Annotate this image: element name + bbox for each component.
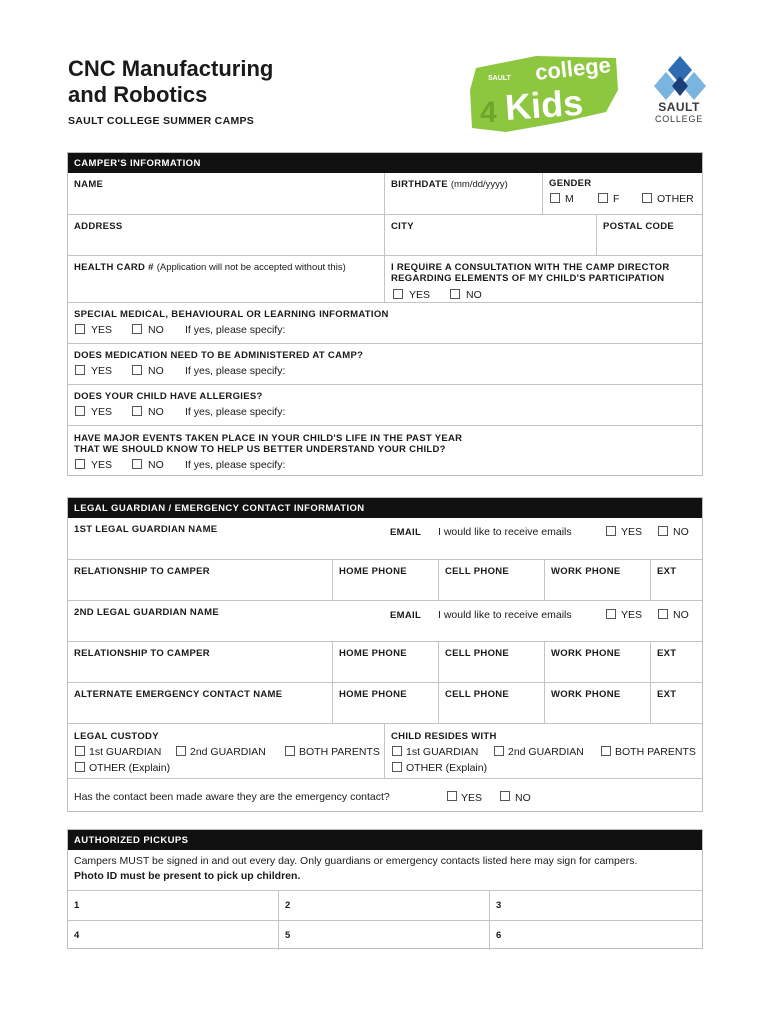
authorized-pickups-section	[67, 829, 703, 949]
pickup-slot-6[interactable]: 6	[489, 921, 704, 950]
first-ext-field[interactable]: EXT	[650, 560, 704, 600]
second-guardian-phone-row	[68, 641, 702, 682]
address-row	[68, 214, 702, 255]
campers-information-section	[67, 152, 703, 476]
pickup-slot-5[interactable]: 5	[278, 921, 489, 950]
svg-text:4: 4	[480, 96, 497, 129]
svg-text:SAULT: SAULT	[488, 75, 511, 82]
custody-other-checkbox[interactable]	[75, 762, 85, 772]
contact-aware-yes-checkbox[interactable]	[447, 791, 457, 801]
pickup-slot-4[interactable]: 4	[74, 930, 80, 941]
special-medical-row: SPECIAL MEDICAL, BEHAVIOURAL OR LEARNING INFORMATION YES NO If yes, please specify:	[68, 302, 702, 343]
first-guardian-email-field[interactable]: EMAIL I would like to receive emails YES NO	[390, 526, 689, 538]
resides-second-guardian-checkbox[interactable]	[494, 746, 504, 756]
gender-field: GENDER M F OTHER	[542, 173, 704, 214]
consultation-yes-checkbox[interactable]	[393, 289, 403, 299]
contact-aware-row: Has the contact been made aware they are the emergency contact? YES NO	[68, 778, 702, 812]
title-line-2: and Robotics	[68, 82, 208, 107]
second-guardian-row	[68, 600, 702, 641]
guardian-section	[67, 497, 703, 812]
special-yes-checkbox[interactable]	[75, 324, 85, 334]
first-work-phone-field[interactable]: WORK PHONE	[544, 560, 650, 600]
second-ext-field[interactable]: EXT	[650, 642, 704, 682]
resides-other-checkbox[interactable]	[392, 762, 402, 772]
pickup-slot-1[interactable]: 1	[74, 900, 80, 911]
second-relationship-field[interactable]: RELATIONSHIP TO CAMPER	[74, 648, 210, 659]
alternate-cell-phone-field[interactable]: CELL PHONE	[438, 683, 544, 723]
page-title	[68, 56, 273, 108]
custody-first-guardian-checkbox[interactable]	[75, 746, 85, 756]
city-field[interactable]: CITY	[384, 215, 596, 255]
allergies-no-checkbox[interactable]	[132, 406, 142, 416]
custody-second-guardian-checkbox[interactable]	[176, 746, 186, 756]
health-card-field[interactable]: HEALTH CARD # (Application will not be accepted without this)	[74, 262, 346, 273]
second-work-phone-field[interactable]: WORK PHONE	[544, 642, 650, 682]
pickup-row-1	[68, 890, 702, 920]
health-card-row	[68, 255, 702, 302]
second-guardian-email-field[interactable]: EMAIL I would like to receive emails YES NO	[390, 609, 689, 621]
pickup-note-row: Campers MUST be signed in and out every day. Only guardians or emergency contacts listed here may sign for campers. Photo ID must be present to pick up children.	[74, 855, 638, 882]
svg-text:college: college	[533, 52, 612, 85]
contact-aware-no-checkbox[interactable]	[500, 791, 510, 801]
medication-no-checkbox[interactable]	[132, 365, 142, 375]
second-home-phone-field[interactable]: HOME PHONE	[332, 642, 438, 682]
first-cell-phone-field[interactable]: CELL PHONE	[438, 560, 544, 600]
medication-yes-checkbox[interactable]	[75, 365, 85, 375]
gender-other-checkbox[interactable]	[642, 193, 652, 203]
pickup-slot-2[interactable]: 2	[278, 891, 489, 920]
svg-text:Kids: Kids	[503, 81, 585, 128]
section-heading: CAMPER'S INFORMATION	[68, 153, 702, 173]
college-4-kids-logo	[466, 50, 622, 134]
allergies-specify-field[interactable]: If yes, please specify:	[185, 406, 286, 418]
pickup-slot-3[interactable]: 3	[489, 891, 704, 920]
postal-code-field[interactable]: POSTAL CODE	[596, 215, 704, 255]
second-guardian-name-field[interactable]: 2ND LEGAL GUARDIAN NAME	[74, 607, 220, 618]
first-guardian-emails-yes-checkbox[interactable]	[606, 526, 616, 536]
events-specify-field[interactable]: If yes, please specify:	[185, 459, 286, 471]
special-specify-field[interactable]: If yes, please specify:	[185, 324, 286, 336]
medication-specify-field[interactable]: If yes, please specify:	[185, 365, 286, 377]
name-field[interactable]: NAME	[74, 179, 104, 190]
child-resides-field: CHILD RESIDES WITH 1st GUARDIAN 2nd GUARDIAN BOTH PARENTS OTHER (Explain)	[384, 724, 704, 778]
first-guardian-emails-no-checkbox[interactable]	[658, 526, 668, 536]
section-heading: LEGAL GUARDIAN / EMERGENCY CONTACT INFORMATION	[68, 498, 702, 518]
gender-f-checkbox[interactable]	[598, 193, 608, 203]
custody-both-parents-checkbox[interactable]	[285, 746, 295, 756]
alternate-ext-field[interactable]: EXT	[650, 683, 704, 723]
page-subtitle: SAULT COLLEGE SUMMER CAMPS	[68, 115, 255, 127]
legal-custody-field: LEGAL CUSTODY 1st GUARDIAN 2nd GUARDIAN BOTH PARENTS OTHER (Explain)	[74, 731, 380, 774]
second-guardian-emails-no-checkbox[interactable]	[658, 609, 668, 619]
second-cell-phone-field[interactable]: CELL PHONE	[438, 642, 544, 682]
first-relationship-field[interactable]: RELATIONSHIP TO CAMPER	[74, 566, 210, 577]
pickup-row-2	[68, 920, 702, 950]
events-yes-checkbox[interactable]	[75, 459, 85, 469]
alternate-contact-name-field[interactable]: ALTERNATE EMERGENCY CONTACT NAME	[74, 689, 283, 700]
section-heading: AUTHORIZED PICKUPS	[68, 830, 702, 850]
events-no-checkbox[interactable]	[132, 459, 142, 469]
address-field[interactable]: ADDRESS	[74, 221, 123, 232]
alternate-home-phone-field[interactable]: HOME PHONE	[332, 683, 438, 723]
custody-row	[68, 723, 702, 778]
alternate-work-phone-field[interactable]: WORK PHONE	[544, 683, 650, 723]
sault-college-wordmark: SAULT COLLEGE	[654, 100, 704, 124]
name-row	[68, 173, 702, 214]
consultation-field: I REQUIRE A CONSULTATION WITH THE CAMP DIRECTOR REGARDING ELEMENTS OF MY CHILD'S PARTICIPATION YES NO	[384, 256, 704, 302]
resides-first-guardian-checkbox[interactable]	[392, 746, 402, 756]
title-line-1: CNC Manufacturing	[68, 56, 274, 81]
allergies-yes-checkbox[interactable]	[75, 406, 85, 416]
major-events-row: HAVE MAJOR EVENTS TAKEN PLACE IN YOUR CHILD'S LIFE IN THE PAST YEAR THAT WE SHOULD KNOW TO HELP US BETTER UNDERSTAND YOUR CHILD? YES NO If yes, please specify:	[68, 425, 702, 475]
resides-both-parents-checkbox[interactable]	[601, 746, 611, 756]
alternate-contact-row	[68, 682, 702, 723]
first-guardian-name-field[interactable]: 1ST LEGAL GUARDIAN NAME	[74, 524, 218, 535]
allergies-row: DOES YOUR CHILD HAVE ALLERGIES? YES NO If yes, please specify:	[68, 384, 702, 425]
first-home-phone-field[interactable]: HOME PHONE	[332, 560, 438, 600]
medication-row: DOES MEDICATION NEED TO BE ADMINISTERED AT CAMP? YES NO If yes, please specify:	[68, 343, 702, 384]
first-guardian-phone-row	[68, 559, 702, 600]
special-no-checkbox[interactable]	[132, 324, 142, 334]
consultation-no-checkbox[interactable]	[450, 289, 460, 299]
first-guardian-row	[68, 518, 702, 559]
birthdate-field[interactable]: BIRTHDATE (mm/dd/yyyy)	[384, 173, 542, 214]
second-guardian-emails-yes-checkbox[interactable]	[606, 609, 616, 619]
gender-m-checkbox[interactable]	[550, 193, 560, 203]
